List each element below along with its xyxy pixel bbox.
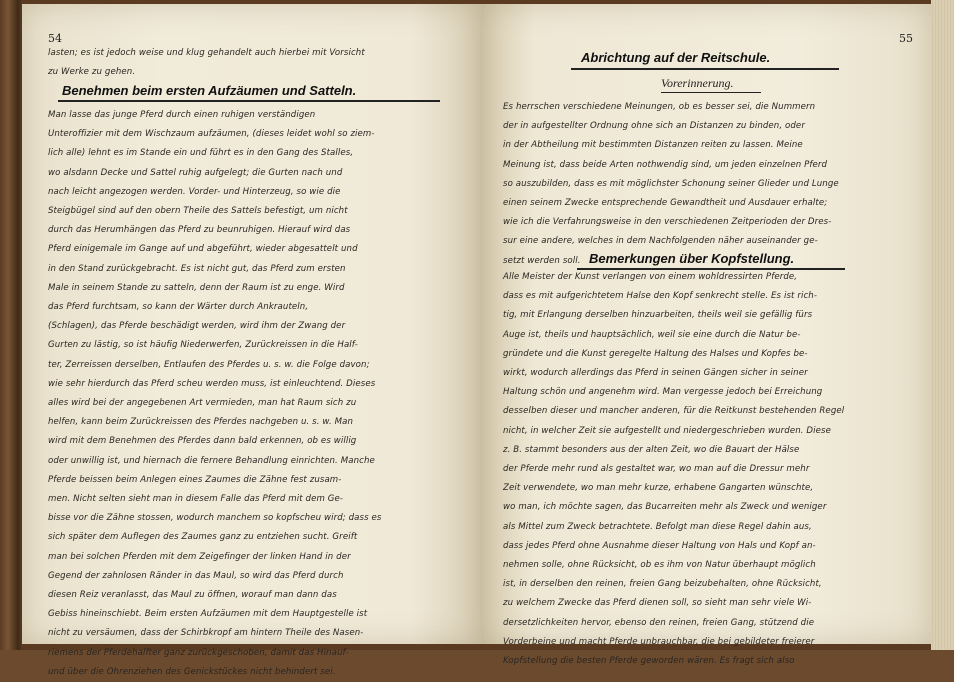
text-line: nach leicht angezogen werden. Vorder- und Hinterzeug, so wie die	[48, 186, 341, 197]
text-line: z. B. stammt besonders aus der alten Zeit, wo die Bauart der Hälse	[503, 444, 800, 455]
text-line: das Pferd furchtsam, so kann der Wärter durch Ankrauteln,	[48, 302, 309, 313]
text-line: wird mit dem Benehmen des Pferdes dann bald erkennen, ob es willig	[48, 436, 357, 447]
text-line: nehmen solle, ohne Rücksicht, ob es ihm von Natur überhaupt möglich	[503, 560, 816, 571]
text-line: Pferde beissen beim Anlegen eines Zaumes die Zähne fest zusam-	[48, 474, 342, 485]
text-line: durch das Herumhängen das Pferd zu beunruhigen. Hierauf wird das	[48, 225, 351, 236]
text-line: sich später dem Auflegen des Zaumes ganz zu entziehen sucht. Greift	[48, 532, 358, 543]
subheading-underline	[661, 92, 761, 93]
page-number-right: 55	[899, 32, 913, 45]
text-line: der in aufgestellter Ordnung ohne sich an Distanzen zu binden, oder	[503, 121, 805, 132]
text-line: zu Werke zu gehen.	[48, 67, 136, 78]
text-line: ter, Zerreissen derselben, Entlaufen des Pferdes u. s. w. die Folge davon;	[48, 359, 370, 370]
text-line: tig, mit Erlangung derselben hinzuarbeiten, theils weil sie gefällig fürs	[503, 310, 813, 321]
text-line: lich alle) lehnt es im Stande ein und führt es in den Gang des Stalles,	[48, 148, 354, 159]
text-line: sur eine andere, welches in dem Nachfolgenden näher auseinander ge-	[503, 236, 818, 247]
heading-underline-right	[571, 68, 839, 70]
text-line: und über die Ohrenziehen des Genickstückes nicht behindert sei.	[48, 666, 336, 677]
text-line: Auge ist, theils und hauptsächlich, weil sie eine durch die Natur be-	[503, 329, 801, 340]
right-page	[481, 4, 931, 667]
text-line: bisse vor die Zähne stossen, wodurch manchem so kopfscheu wird; dass es	[48, 513, 382, 524]
page-number-left: 54	[48, 32, 62, 45]
text-line: Kopfstellung die besten Pferde geworden wären. Es fragt sich also	[503, 656, 795, 667]
text-line: desselben dieser und mancher anderen, für die Reitkunst bestehenden Regel	[503, 406, 845, 417]
text-line: Vorderbeine und macht Pferde unbrauchbar, die bei gebildeter freierer	[503, 636, 815, 647]
text-line: man bei solchen Pferden mit dem Zeigefinger der linken Hand in der	[48, 551, 351, 562]
text-line: wo alsdann Decke und Sattel ruhig aufgelegt; die Gurten nach und	[48, 167, 343, 178]
text-line: Unteroffizier mit dem Wischzaum aufzäumen, (dieses leidet wohl so ziem-	[48, 129, 375, 140]
text-line: men. Nicht selten sieht man in diesem Falle das Pferd mit dem Ge-	[48, 494, 344, 505]
text-line: dersetzlichkeiten hervor, ebenso den reinen, freien Gang, stützend die	[503, 617, 815, 628]
right-paragraph-2	[503, 268, 844, 671]
text-line: (Schlagen), das Pferde beschädigt werden, wird ihm der Zwang der	[48, 321, 346, 332]
text-line: diesen Reiz veranlasst, das Maul zu öffnen, worauf man dann das	[48, 590, 337, 601]
subheading: Vorerinnerung.	[661, 76, 734, 90]
text-line: nicht, in welcher Zeit sie aufgestellt und niedergeschrieben wurden. Diese	[503, 425, 831, 436]
right-paragraph-1	[503, 98, 839, 271]
text-line: so auszubilden, dass es mit möglichster Schonung seiner Glieder und Lunge	[503, 178, 839, 189]
text-line: lasten; es ist jedoch weise und klug gehandelt auch hierbei mit Vorsicht	[48, 48, 365, 58]
text-line: Gegend der zahnlosen Ränder in das Maul, so wird das Pferd durch	[48, 570, 344, 581]
text-line: in der Abtheilung mit bestimmten Distanzen reiten zu lassen. Meine	[503, 140, 803, 151]
text-line: alles wird bei der angegebenen Art vermieden, man hat Raum sich zu	[48, 398, 357, 409]
text-line: Man lasse das junge Pferd durch einen ruhigen verständigen	[48, 110, 316, 120]
text-line: riemens der Pferdehalfter ganz zurückgeschoben, damit das Hinauf-	[48, 647, 349, 658]
text-line: Male in seinem Stande zu satteln, denn der Raum ist zu enge. Wird	[48, 282, 345, 293]
section-heading-left: Benehmen beim ersten Aufzäumen und Satteln.	[62, 83, 357, 98]
intro-text	[48, 44, 365, 82]
text-line: der Pferde mehr rund als gestaltet war, wo man auf die Dressur mehr	[503, 464, 810, 475]
text-line: Steigbügel sind auf den obern Theile des Sattels befestigt, um nicht	[48, 206, 348, 217]
text-line: setzt werden soll.	[503, 255, 581, 266]
text-line: wie ich die Verfahrungsweise in den verschiedenen Zeitperioden der Dres-	[503, 217, 832, 228]
text-line: einen seinem Zwecke entsprechende Gewandtheit und Ausdauer erhalte;	[503, 198, 828, 209]
heading-underline-left	[58, 100, 440, 102]
text-line: Gebiss hineinschiebt. Beim ersten Aufzäumen mit dem Hauptgestelle ist	[48, 609, 368, 620]
text-line: nicht zu versäumen, dass der Schirbkropf am hintern Theile des Nasen-	[48, 628, 364, 639]
text-line: helfen, kann beim Zurückreissen des Pferdes nachgeben u. s. w. Man	[48, 417, 354, 428]
text-line: in den Stand zurückgebracht. Es ist nicht gut, das Pferd zum ersten	[48, 263, 346, 274]
text-line: ist, in derselben den reinen, freien Gang beizubehalten, ohne Rücksicht,	[503, 579, 822, 590]
text-line: dass es mit aufgerichtetem Halse den Kopf senkrecht stelle. Es ist rich-	[503, 291, 818, 302]
text-line: wo man, ich möchte sagen, das Bucarreiten mehr als Zweck und weniger	[503, 502, 827, 513]
text-line: Zeit verwendete, wo man mehr kurze, erhabene Gangarten wünschte,	[503, 483, 814, 494]
text-line: wie sehr hierdurch das Pferd scheu werden muss, ist einleuchtend. Dieses	[48, 378, 376, 389]
text-line: Haltung schön und angenehm wird. Man vergesse jedoch bei Erreichung	[503, 387, 823, 398]
left-page	[22, 4, 481, 677]
page-edges	[931, 0, 954, 650]
text-line: dass jedes Pferd ohne Ausnahme dieser Haltung von Hals und Kopf an-	[503, 540, 816, 551]
text-line: gründete und die Kunst geregelte Haltung des Halses und Kopfes be-	[503, 348, 808, 359]
left-body-text	[48, 106, 381, 682]
text-line: zu welchem Zwecke das Pferd dienen soll, so sieht man sehr viele Wi-	[503, 598, 812, 609]
text-line: als Mittel zum Zweck betrachtete. Befolgt man diese Regel dahin aus,	[503, 521, 812, 532]
text-line: wirkt, wodurch allerdings das Pferd in seinen Gängen sicher in seiner	[503, 368, 808, 379]
text-line: oder unwillig ist, und hiernach die fernere Behandlung einrichten. Manche	[48, 455, 375, 466]
text-line: Gurten zu lästig, so ist häufig Niederwerfen, Zurückreissen in die Half-	[48, 340, 358, 351]
text-line: Meinung ist, dass beide Arten nothwendig sind, um jeden einzelnen Pferd	[503, 159, 828, 170]
text-line: Alle Meister der Kunst verlangen von einem wohldressirten Pferde,	[503, 272, 798, 282]
text-line: Pferd einigemale im Gange auf und abgeführt, wieder abgesattelt und	[48, 244, 358, 255]
section-heading-right: Abrichtung auf der Reitschule.	[581, 50, 771, 65]
text-line: Es herrschen verschiedene Meinungen, ob es besser sei, die Nummern	[503, 102, 816, 112]
section-heading-right-2: Bemerkungen über Kopfstellung.	[589, 251, 795, 266]
